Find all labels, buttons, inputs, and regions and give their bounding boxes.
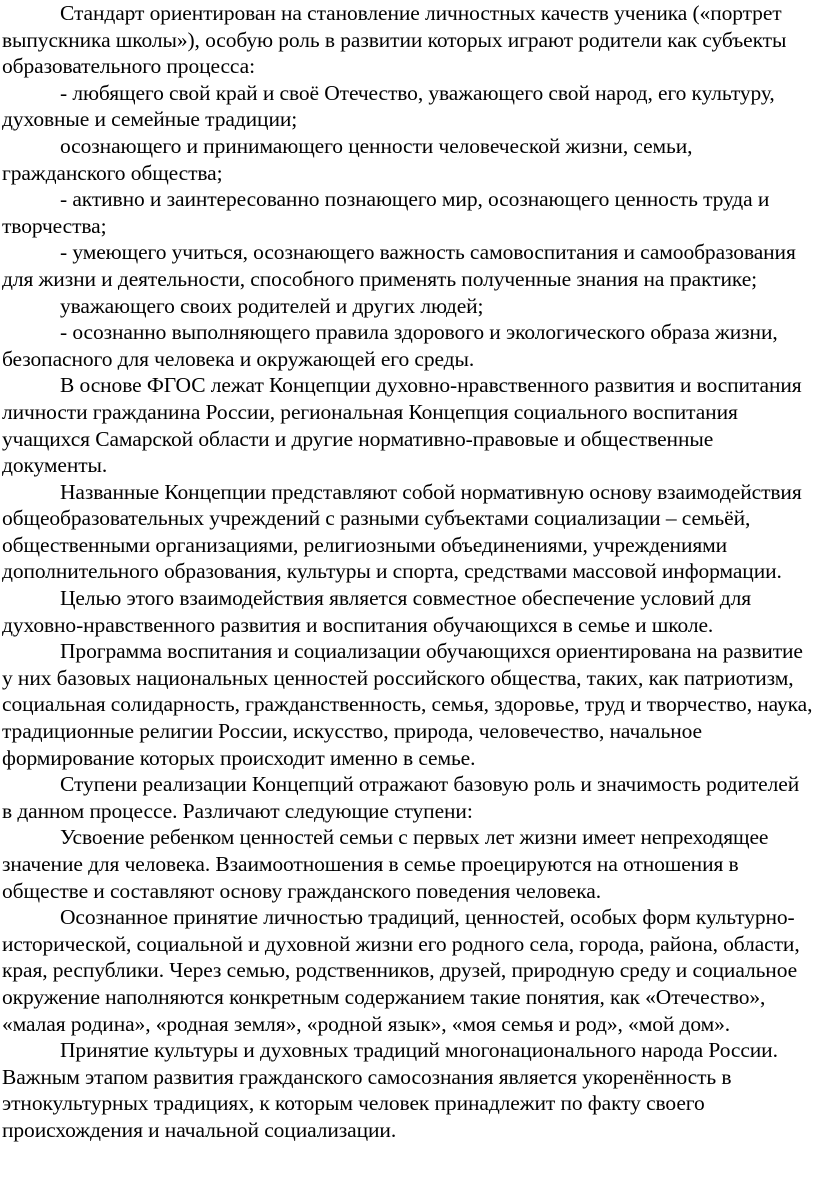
paragraph-family-values: Усвоение ребенком ценностей семьи с первых лет жизни имеет непреходящее значение для человека. Взаимоотношения в семье проецируются на отношения в обществе и составляют основу гражданского поведения человека. (2, 825, 769, 903)
paragraph-able-to-learn: - умеющего учиться, осознающего важность самовоспитания и самообразования для жизни и деятельности, способного применять полученные знания на практике; (2, 240, 796, 291)
paragraph-love-homeland: - любящего свой край и своё Отечество, уважающего свой народ, его культуру, духовные и семейные традиции; (2, 80, 775, 132)
paragraph-interaction-goal: Целью этого взаимодействия является совместное обеспечение условий для духовно-нравственного развития и воспитания обучающихся в семье и школе. (2, 586, 752, 637)
paragraph-program-orientation: Программа воспитания и социализации обучающихся ориентирована на развитие у них базовых национальных ценностей российского общества, таких, как патриотизм, социальная солидарность, гражданственность, семья, здоровье, труд и творчество, наука, традиционные религии России, искусство, природа, человечество, начальное формирование которых происходит именно в семье. (2, 639, 813, 770)
paragraph-concepts-basis: Названные Концепции представляют собой нормативную основу взаимодействия общеобразовательных учреждений с разными субъектами социализации – семьёй, общественными организациями, религиозными объединениями, учреждениями дополнительного образования, культуры и спорта, средствами массовой информации. (2, 479, 802, 584)
paragraph-implementation-stages: Ступени реализации Концепций отражают базовую роль и значимость родителей в данном процессе. Различают следующие ступени: (2, 772, 800, 823)
paragraph-standard-orientation: Стандарт ориентирован на становление личностных качеств ученика («портрет выпускника школы»), особую роль в развитии которых играют родители как субъекты образовательного процесса: (2, 1, 787, 79)
paragraph-values-of-life: осознающего и принимающего ценности человеческой жизни, семьи, гражданского общества; (2, 133, 693, 185)
paragraph-culture-acceptance: Принятие культуры и духовных традиций многонационального народа России. Важным этапом развития гражданского самосознания является укоренённость в этнокультурных традициях, к которым человек принадлежит по факту своего происхождения и начальной социализации. (2, 1038, 778, 1142)
paragraph-traditions-acceptance: Осознанное принятие личностью традиций, ценностей, особых форм культурно-исторической, социальной и духовной жизни его родного села, города, района, области, края, республики. Через семью, родственников, друзей, природную среду и социальное окружение наполняются конкретным содержанием такие понятия, как «Отечество», «малая родина», «родная земля», «родной язык», «моя семья и род», «мой дом». (2, 905, 800, 1036)
paragraph-respecting-parents: уважающего своих родителей и других людей; (60, 293, 484, 318)
paragraph-fgos-basis: В основе ФГОС лежат Концепции духовно-нравственного развития и воспитания личности гражданина России, региональная Концепция социального воспитания учащихся Самарской области и другие нормативно-правовые и общественные документы. (2, 373, 802, 478)
paragraph-healthy-lifestyle: - осознанно выполняющего правила здорового и экологического образа жизни, безопасного для человека и окружающей его среды. (2, 320, 778, 371)
paragraph-cognizing-world: - активно и заинтересованно познающего мир, осознающего ценность труда и творчества; (2, 187, 770, 238)
